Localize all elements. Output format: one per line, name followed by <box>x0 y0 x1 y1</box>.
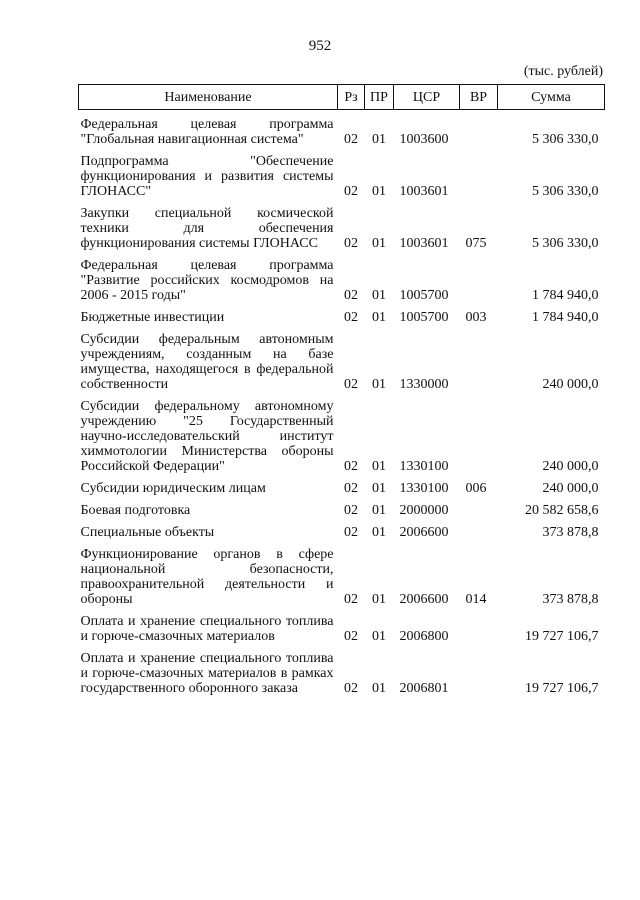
row-name: Боевая подготовка <box>80 503 191 518</box>
row-csr: 2006801 <box>399 681 449 696</box>
table-row <box>79 644 605 696</box>
row-csr: 1005700 <box>399 310 449 325</box>
row-pr: 01 <box>372 481 386 496</box>
row-sum: 240 000,0 <box>542 459 599 474</box>
row-name: Субсидии федеральным автономным учреждениям, созданным на базе имущества, находящегося в федеральной собственности <box>80 332 334 392</box>
row-csr: 1003601 <box>399 184 449 199</box>
row-pr: 01 <box>372 681 386 696</box>
row-rz: 02 <box>344 481 358 496</box>
table-row <box>79 147 605 199</box>
row-name: Функционирование органов в сфере национальной безопасности, правоохранительной деятельности и обороны <box>80 547 334 607</box>
row-sum: 19 727 106,7 <box>525 681 599 696</box>
row-pr: 01 <box>372 629 386 644</box>
row-csr: 1003601 <box>399 236 449 251</box>
row-vr <box>460 392 498 474</box>
row-name: Специальные объекты <box>80 525 215 540</box>
row-csr: 2006600 <box>399 525 449 540</box>
table-row <box>79 540 605 607</box>
row-csr: 1330100 <box>399 459 449 474</box>
row-name: Федеральная целевая программа "Глобальная навигационная система" <box>80 117 334 147</box>
row-rz: 02 <box>344 459 358 474</box>
budget-table <box>78 84 605 696</box>
row-vr: 014 <box>465 592 487 607</box>
row-rz: 02 <box>344 681 358 696</box>
row-vr: 006 <box>465 481 487 496</box>
row-vr <box>460 518 498 540</box>
table-row <box>79 392 605 474</box>
table-row <box>79 518 605 540</box>
row-sum: 20 582 658,6 <box>525 503 599 518</box>
row-name: Подпрограмма "Обеспечение функционирования и развития системы ГЛОНАСС" <box>80 154 334 199</box>
header-row <box>79 85 605 110</box>
row-rz: 02 <box>344 236 358 251</box>
row-sum: 5 306 330,0 <box>532 236 599 251</box>
row-pr: 01 <box>372 503 386 518</box>
row-csr: 1330000 <box>399 377 449 392</box>
row-name: Федеральная целевая программа "Развитие российских космодромов на 2006 - 2015 годы" <box>80 258 334 303</box>
header-vr: ВР <box>460 85 498 110</box>
table-row <box>79 110 605 148</box>
table-body <box>79 110 605 697</box>
table-row <box>79 303 605 325</box>
header-sum: Сумма <box>498 85 605 110</box>
row-vr <box>460 147 498 199</box>
row-pr: 01 <box>372 459 386 474</box>
row-rz: 02 <box>344 525 358 540</box>
row-csr: 1003600 <box>399 132 449 147</box>
row-csr: 2000000 <box>399 503 449 518</box>
row-name: Оплата и хранение специального топлива и горюче-смазочных материалов в рамках государственного оборонного заказа <box>80 651 334 696</box>
row-sum: 1 784 940,0 <box>532 288 599 303</box>
row-sum: 5 306 330,0 <box>532 132 599 147</box>
row-rz: 02 <box>344 629 358 644</box>
row-csr: 2006600 <box>399 592 449 607</box>
row-rz: 02 <box>344 132 358 147</box>
row-csr: 2006800 <box>399 629 449 644</box>
table-row <box>79 496 605 518</box>
header-pr: ПР <box>365 85 394 110</box>
row-sum: 373 878,8 <box>542 592 599 607</box>
row-pr: 01 <box>372 377 386 392</box>
row-vr <box>460 110 498 148</box>
row-pr: 01 <box>372 236 386 251</box>
table-row <box>79 607 605 644</box>
units-label: (тыс. рублей) <box>523 64 603 79</box>
row-rz: 02 <box>344 377 358 392</box>
row-vr: 003 <box>465 310 487 325</box>
row-pr: 01 <box>372 525 386 540</box>
header-rz: Рз <box>338 85 365 110</box>
header-name: Наименование <box>79 85 338 110</box>
row-csr: 1005700 <box>399 288 449 303</box>
row-vr: 075 <box>465 236 487 251</box>
row-name: Субсидии юридическим лицам <box>80 481 266 496</box>
row-rz: 02 <box>344 310 358 325</box>
row-rz: 02 <box>344 184 358 199</box>
row-rz: 02 <box>344 288 358 303</box>
row-vr <box>460 496 498 518</box>
page-number: 952 <box>308 38 332 54</box>
row-name: Бюджетные инвестиции <box>80 310 225 325</box>
row-sum: 5 306 330,0 <box>532 184 599 199</box>
row-rz: 02 <box>344 503 358 518</box>
row-vr <box>460 607 498 644</box>
row-rz: 02 <box>344 592 358 607</box>
row-sum: 1 784 940,0 <box>532 310 599 325</box>
table-row <box>79 251 605 303</box>
row-vr <box>460 325 498 392</box>
row-name: Оплата и хранение специального топлива и горюче-смазочных материалов <box>80 614 334 644</box>
row-pr: 01 <box>372 288 386 303</box>
table-row <box>79 199 605 251</box>
row-pr: 01 <box>372 184 386 199</box>
table-row <box>79 325 605 392</box>
table-row <box>79 474 605 496</box>
row-csr: 1330100 <box>399 481 449 496</box>
row-name: Субсидии федеральному автономному учреждению "25 Государственный научно-исследовательский институт химмотологии Министерства обороны Российской Федерации" <box>80 399 334 474</box>
row-name: Закупки специальной космической техники для обеспечения функционирования системы ГЛОНАСС <box>80 206 334 251</box>
header-csr: ЦСР <box>394 85 460 110</box>
row-sum: 373 878,8 <box>542 525 599 540</box>
row-sum: 240 000,0 <box>542 481 599 496</box>
row-pr: 01 <box>372 592 386 607</box>
table-header <box>79 85 605 110</box>
row-pr: 01 <box>372 132 386 147</box>
row-sum: 240 000,0 <box>542 377 599 392</box>
row-vr <box>460 251 498 303</box>
row-pr: 01 <box>372 310 386 325</box>
row-sum: 19 727 106,7 <box>525 629 599 644</box>
row-vr <box>460 644 498 696</box>
